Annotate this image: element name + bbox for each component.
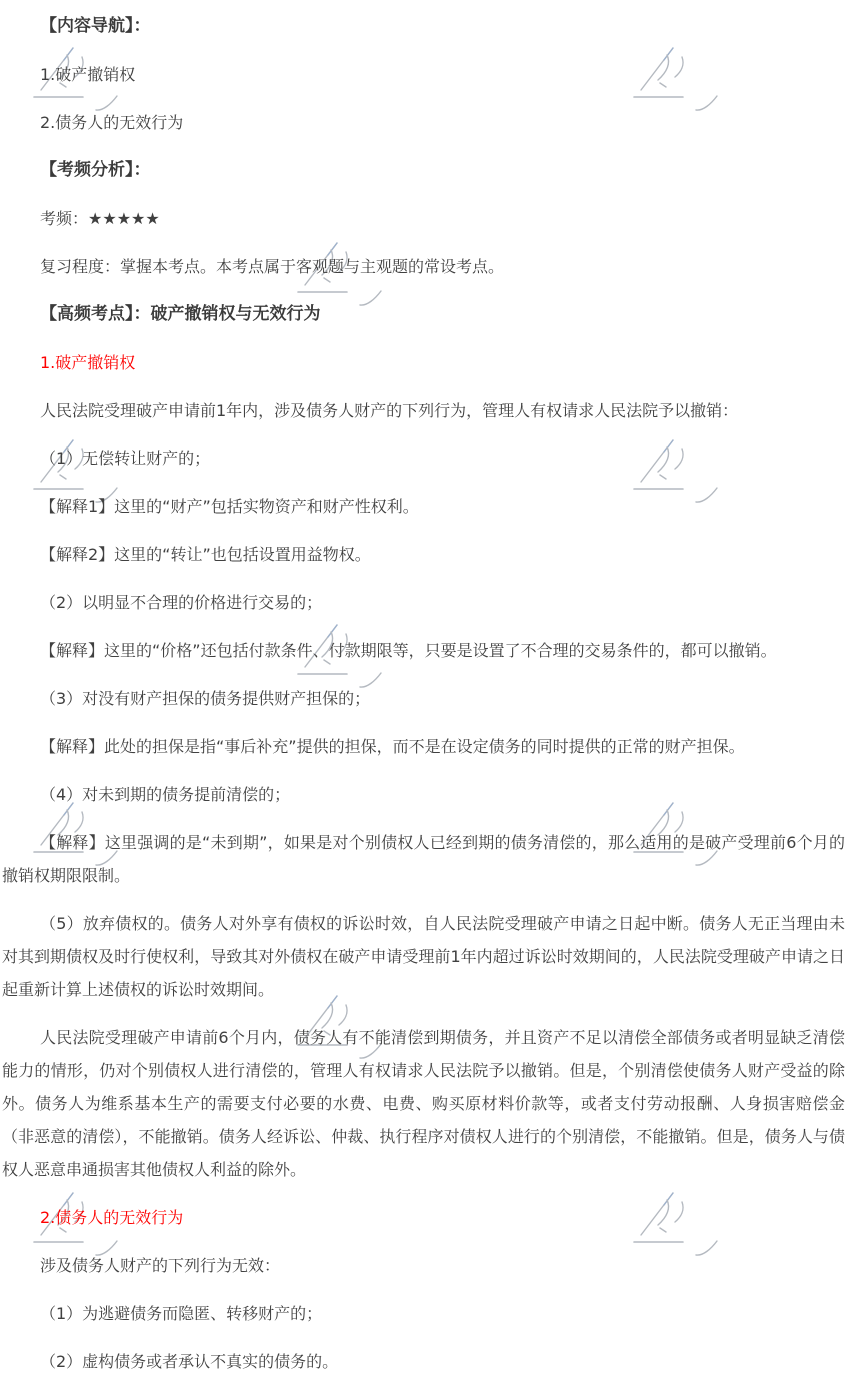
para-six-months: 人民法院受理破产申请前6个月内，债务人有不能清偿到期债务，并且资产不足以清偿全部债务或者明显缺乏清偿能力的情形，仍对个别债权人进行清偿的，管理人有权请求人民法院予以撤销。但是，个别清偿使债务人财产受益的除外。债务人为维系基本生产的需要支付必要的水费、电费、购买原材料价款等，或者支付劳动报酬、人身损害赔偿金（非恶意的清偿），不能撤销。债务人经诉讼、仲裁、执行程序对债权人进行的个别清偿，不能撤销。但是，债务人与债权人恶意串通损害其他债权人利益的除外。	[2, 1028, 845, 1179]
para-invalid-intro: 涉及债务人财产的下列行为无效：	[40, 1256, 281, 1275]
item-3-security: （3）对没有财产担保的债务提供财产担保的；	[40, 689, 371, 708]
note-2-transfer: 【解释2】这里的“转让”也包括设置用益物权。	[40, 545, 371, 564]
item-2-unreasonable-price: （2）以明显不合理的价格进行交易的；	[40, 593, 323, 612]
invalid-item-2: （2）虚构债务或者承认不真实的债务的。	[40, 1352, 339, 1371]
heading-exam-frequency: 【考频分析】：	[40, 160, 151, 180]
item-5-waiver: （5）放弃债权的。债务人对外享有债权的诉讼时效，自人民法院受理破产申请之日起中断。债务人无正当理由未对其到期债权及时行使权利，导致其对外债权在破产申请受理前1年内超过诉讼时效期间的，人民法院受理破产申请之日起重新计算上述债权的诉讼时效期间。	[2, 914, 845, 999]
item-1-gratuitous-transfer: （1）无偿转让财产的；	[40, 449, 211, 468]
nav-item-2: 2.债务人的无效行为	[40, 113, 184, 132]
invalid-item-1: （1）为逃避债务而隐匿、转移财产的；	[40, 1304, 323, 1323]
heading-high-frequency: 【高频考点】：破产撤销权与无效行为	[40, 304, 321, 324]
subheading-revocation-right: 1.破产撤销权	[40, 353, 136, 372]
subheading-invalid-acts: 2.债务人的无效行为	[40, 1208, 184, 1227]
heading-content-nav: 【内容导航】：	[40, 16, 151, 36]
note-undue: 【解释】这里强调的是“未到期”，如果是对个别债权人已经到期的债务清偿的，那么适用的是破产受理前6个月的撤销权期限限制。	[2, 833, 845, 885]
note-price: 【解释】这里的“价格”还包括付款条件、付款期限等，只要是设置了不合理的交易条件的，都可以撤销。	[40, 641, 777, 660]
item-4-early-repayment: （4）对未到期的债务提前清偿的；	[40, 785, 291, 804]
exam-frequency-stars: 考频：★★★★★	[40, 209, 160, 228]
review-level: 复习程度：掌握本考点。本考点属于客观题与主观题的常设考点。	[40, 257, 505, 276]
nav-item-1: 1.破产撤销权	[40, 65, 136, 84]
note-1-property: 【解释1】这里的“财产”包括实物资产和财产性权利。	[40, 497, 419, 516]
note-security: 【解释】此处的担保是指“事后补充”提供的担保，而不是在设定债务的同时提供的正常的财产担保。	[40, 737, 745, 756]
para-intro-one-year: 人民法院受理破产申请前1年内，涉及债务人财产的下列行为，管理人有权请求人民法院予以撤销：	[40, 401, 739, 420]
